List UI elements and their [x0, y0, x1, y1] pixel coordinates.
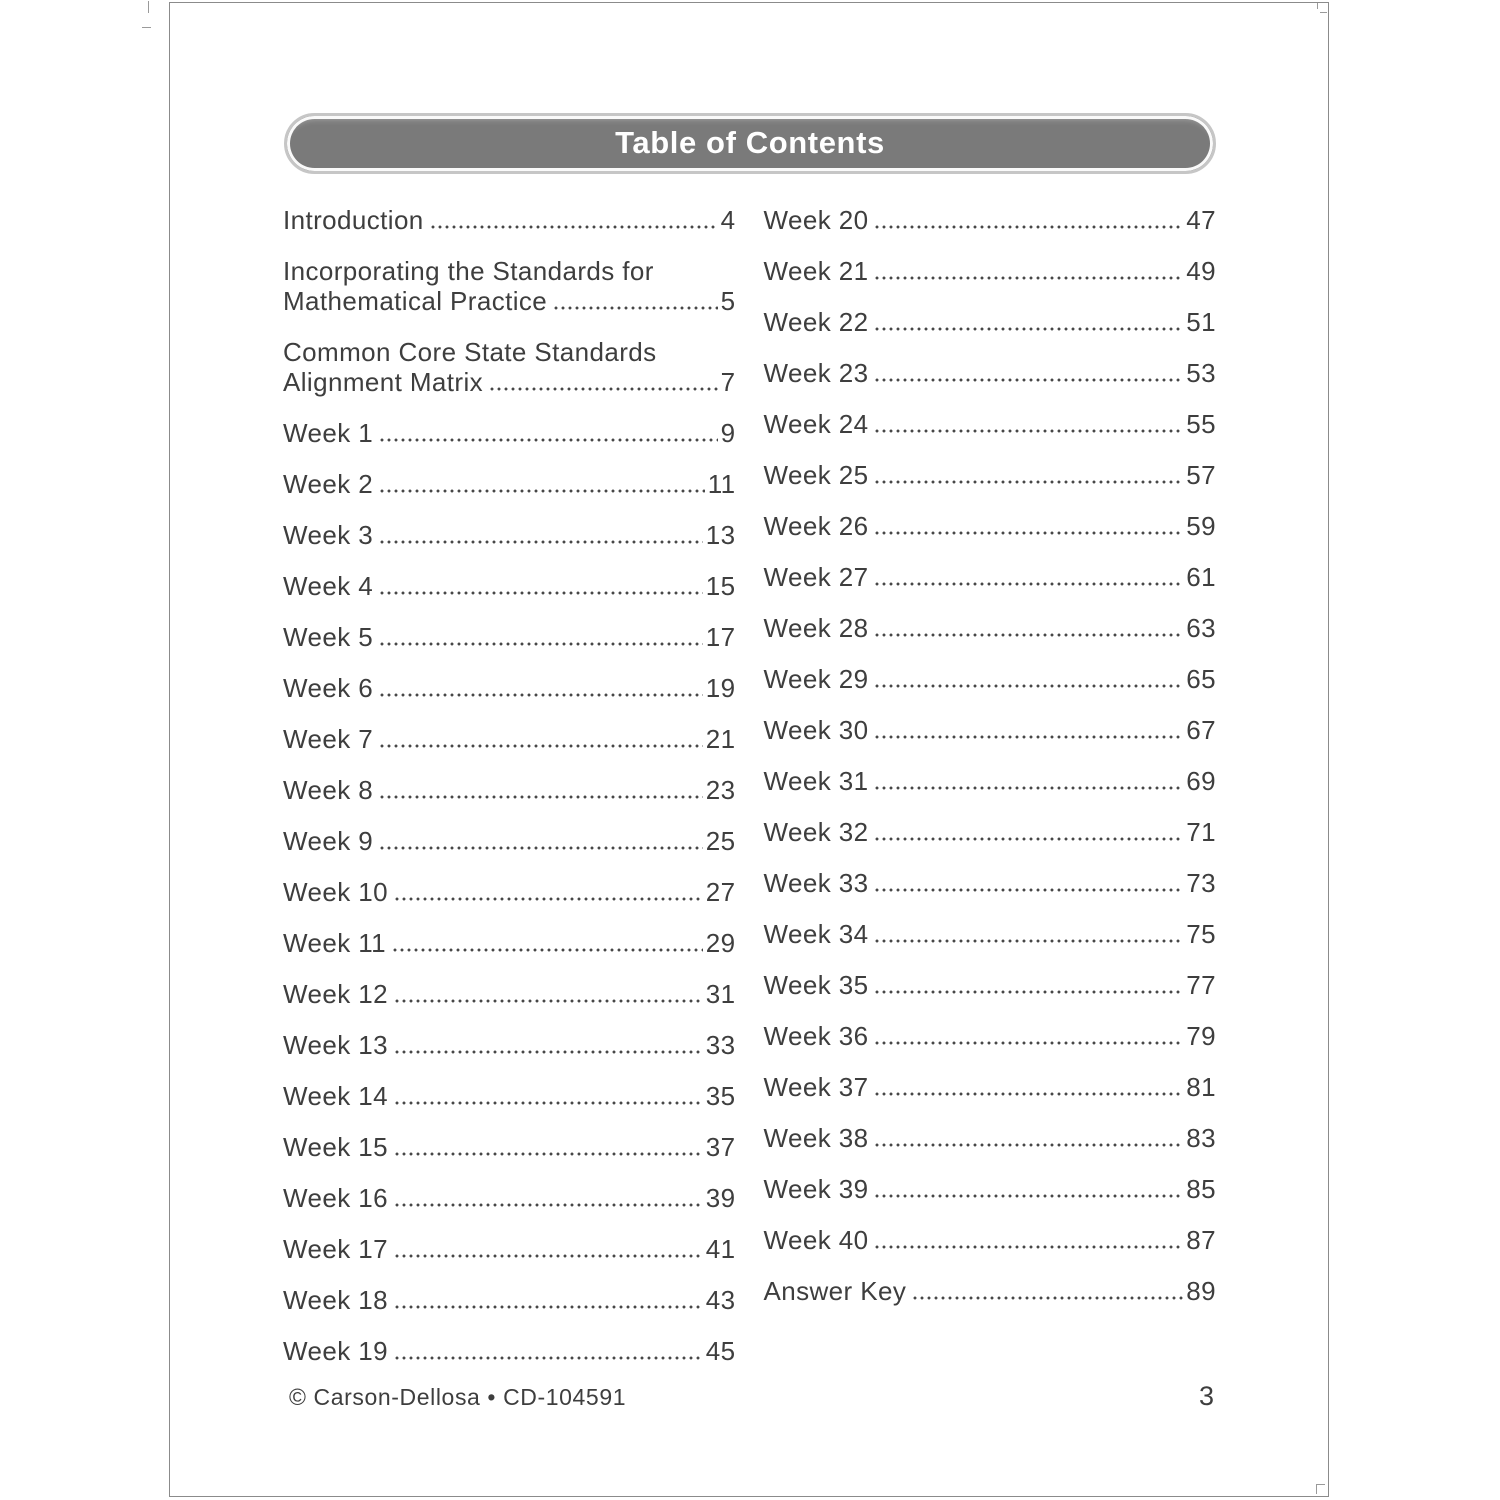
toc-entry-label: Week 40 — [763, 1225, 869, 1255]
toc-entry-row — [283, 1336, 736, 1366]
toc-entry-row — [764, 1123, 1217, 1153]
page-footer — [289, 1381, 1214, 1412]
toc-entry — [283, 1030, 736, 1060]
toc-entry-page-number: 57 — [1186, 460, 1216, 490]
toc-entry-page-number: 73 — [1186, 868, 1216, 898]
toc-entry — [283, 673, 736, 703]
toc-entry-page-number: 47 — [1186, 205, 1216, 235]
dot-leader — [875, 837, 1183, 841]
toc-entry-row — [764, 970, 1217, 1000]
toc-entry-page-number: 29 — [705, 928, 736, 958]
toc-entry — [764, 1021, 1217, 1051]
toc-entry-label: Week 10 — [283, 877, 388, 907]
toc-entry — [283, 1234, 736, 1264]
toc-entry — [764, 205, 1217, 235]
toc-entry — [764, 511, 1217, 541]
toc-entry-row — [764, 715, 1217, 745]
toc-entry-label: Week 33 — [763, 868, 869, 898]
toc-entry-row — [283, 469, 736, 499]
toc-entry — [764, 715, 1217, 745]
dot-leader — [875, 276, 1183, 280]
toc-entry-row — [764, 613, 1217, 643]
toc-entry — [764, 1072, 1217, 1102]
toc-entry-page-number: 43 — [705, 1285, 736, 1315]
dot-leader — [395, 1254, 703, 1258]
dot-leader — [395, 1101, 703, 1105]
toc-entry-row — [283, 571, 736, 601]
toc-entry-page-number: 19 — [705, 673, 736, 703]
dot-leader — [875, 633, 1183, 637]
dot-leader — [380, 642, 703, 646]
toc-entry-page-number: 37 — [705, 1132, 736, 1162]
toc-entry-label: Introduction — [283, 205, 424, 235]
toc-entry — [283, 1132, 736, 1162]
toc-entry — [764, 256, 1217, 286]
dot-leader — [875, 531, 1183, 535]
toc-entry-row — [764, 307, 1217, 337]
dot-leader — [875, 786, 1183, 790]
dot-leader — [875, 429, 1183, 433]
toc-entry-page-number: 81 — [1186, 1072, 1216, 1102]
dot-leader — [380, 744, 703, 748]
toc-entry-page-number: 49 — [1186, 256, 1216, 286]
toc-entry-row — [764, 460, 1217, 490]
dot-leader — [875, 1092, 1183, 1096]
crop-mark — [142, 27, 151, 28]
dot-leader — [875, 1245, 1183, 1249]
dot-leader — [875, 1194, 1183, 1198]
toc-entry-row — [283, 1183, 736, 1213]
toc-entry-page-number: 5 — [720, 286, 736, 316]
crop-mark — [1320, 12, 1327, 13]
toc-entry-row — [283, 286, 736, 316]
toc-entry-row — [283, 1081, 736, 1111]
toc-entry-label-line: Incorporating the Standards for — [283, 256, 654, 286]
dot-leader — [490, 387, 718, 391]
toc-entry-label: Alignment Matrix — [283, 367, 484, 397]
toc-entry-label: Week 23 — [763, 358, 869, 388]
crop-mark — [1316, 1484, 1317, 1494]
toc-entry-label: Week 11 — [283, 928, 387, 958]
toc-entry-page-number: 35 — [705, 1081, 736, 1111]
toc-entry-row — [283, 1234, 736, 1264]
toc-entry-row — [283, 367, 736, 397]
toc-entry-row — [283, 205, 736, 235]
page-title: Table of Contents — [615, 124, 885, 160]
toc-entry — [283, 979, 736, 1009]
toc-entry — [283, 205, 736, 235]
toc-entry-row — [764, 1021, 1217, 1051]
toc-entry-row — [764, 766, 1217, 796]
toc-entry-label: Week 8 — [283, 775, 374, 805]
page-number: 3 — [1198, 1381, 1214, 1411]
toc-entry — [764, 1225, 1217, 1255]
dot-leader — [393, 948, 703, 952]
toc-entry-page-number: 59 — [1186, 511, 1216, 541]
dot-leader — [875, 1041, 1183, 1045]
toc-entry-label: Week 7 — [283, 724, 374, 754]
toc-entry-label: Week 21 — [763, 256, 869, 286]
toc-entry-page-number: 45 — [705, 1336, 736, 1366]
page-title-banner — [284, 113, 1216, 174]
toc-entry-row — [764, 358, 1217, 388]
toc-entry-label: Week 36 — [763, 1021, 869, 1051]
toc-entry-page-number: 23 — [705, 775, 736, 805]
toc-entry-row — [764, 205, 1217, 235]
crop-mark — [1316, 1484, 1325, 1485]
dot-leader — [380, 591, 703, 595]
dot-leader — [875, 225, 1183, 229]
toc-entry-page-number: 77 — [1186, 970, 1216, 1000]
toc-entry-row — [764, 1174, 1217, 1204]
toc-entry-page-number: 69 — [1186, 766, 1216, 796]
toc-entry — [283, 1285, 736, 1315]
toc-entry-page-number: 7 — [720, 367, 736, 397]
toc-entry-label: Week 12 — [283, 979, 388, 1009]
toc-entry-label: Week 2 — [283, 469, 374, 499]
toc-entry — [764, 1123, 1217, 1153]
toc-entry — [283, 469, 736, 499]
toc-entry — [283, 928, 736, 958]
dot-leader — [395, 1152, 703, 1156]
toc-entry — [283, 1336, 736, 1366]
dot-leader — [395, 1050, 703, 1054]
toc-entry-label: Week 31 — [763, 766, 869, 796]
toc-entry — [283, 775, 736, 805]
toc-entry-label: Week 18 — [283, 1285, 388, 1315]
toc-entry-label: Week 22 — [763, 307, 869, 337]
toc-entry-label: Week 9 — [283, 826, 374, 856]
toc-entry-row — [764, 511, 1217, 541]
toc-entry-row — [283, 1132, 736, 1162]
toc-entry-row — [764, 562, 1217, 592]
toc-entry-label: Week 25 — [763, 460, 869, 490]
dot-leader — [875, 582, 1183, 586]
toc-entry-row — [283, 520, 736, 550]
toc-entry-row — [764, 817, 1217, 847]
toc-entry-label: Week 16 — [283, 1183, 388, 1213]
toc-entry-page-number: 4 — [720, 205, 736, 235]
toc-entry-row — [764, 919, 1217, 949]
toc-entry-label: Week 14 — [283, 1081, 388, 1111]
toc-entry — [283, 724, 736, 754]
toc-entry — [764, 1174, 1217, 1204]
toc-entry — [283, 1183, 736, 1213]
toc-entry-label: Week 29 — [763, 664, 869, 694]
toc-entry-label: Answer Key — [763, 1276, 907, 1306]
dot-leader — [875, 939, 1183, 943]
toc-column-right — [764, 205, 1217, 1387]
toc-entry — [764, 664, 1217, 694]
toc-entry-label: Week 26 — [763, 511, 869, 541]
dot-leader — [380, 540, 703, 544]
toc-entry-label: Week 35 — [763, 970, 869, 1000]
toc-entry-label: Week 17 — [283, 1234, 388, 1264]
dot-leader — [875, 480, 1183, 484]
dot-leader — [380, 846, 703, 850]
toc-entry-label: Week 13 — [283, 1030, 388, 1060]
dot-leader — [875, 735, 1183, 739]
toc-entry-row — [283, 1030, 736, 1060]
toc-entry — [283, 418, 736, 448]
toc-entry — [283, 256, 736, 316]
dot-leader — [875, 888, 1183, 892]
toc-entry-page-number: 39 — [705, 1183, 736, 1213]
dot-leader — [380, 795, 703, 799]
toc-entry-page-number: 27 — [705, 877, 736, 907]
toc-entry-page-number: 61 — [1186, 562, 1216, 592]
toc-entry — [283, 622, 736, 652]
toc-entry-page-number: 41 — [705, 1234, 736, 1264]
toc-entry-page-number: 51 — [1186, 307, 1216, 337]
toc-entry-label: Week 38 — [763, 1123, 869, 1153]
dot-leader — [431, 225, 718, 229]
toc-entry-label: Week 3 — [283, 520, 374, 550]
toc-entry — [764, 409, 1217, 439]
toc-entry-page-number: 21 — [705, 724, 736, 754]
toc-entry-label: Week 4 — [283, 571, 374, 601]
toc-entry-row — [283, 979, 736, 1009]
toc-entry-label: Week 37 — [763, 1072, 869, 1102]
toc-entry-page-number: 33 — [705, 1030, 736, 1060]
toc-entry — [764, 562, 1217, 592]
dot-leader — [395, 897, 703, 901]
toc-entry-label: Week 32 — [763, 817, 869, 847]
toc-entry — [764, 613, 1217, 643]
toc-entry-row — [764, 868, 1217, 898]
dot-leader — [875, 990, 1183, 994]
dot-leader — [875, 327, 1183, 331]
toc-entry — [764, 868, 1217, 898]
dot-leader — [395, 1356, 703, 1360]
toc-entry-page-number: 85 — [1186, 1174, 1216, 1204]
toc-entry-page-number: 25 — [705, 826, 736, 856]
toc-entry — [764, 307, 1217, 337]
toc-entry-row — [283, 877, 736, 907]
toc-entry-row — [764, 1276, 1217, 1306]
toc-entry-page-number: 15 — [705, 571, 736, 601]
dot-leader — [395, 1305, 703, 1309]
toc-entry-label-line: Common Core State Standards — [283, 337, 657, 367]
toc-entry — [764, 460, 1217, 490]
dot-leader — [875, 378, 1183, 382]
toc-entry-label: Week 20 — [763, 205, 869, 235]
toc-entry-page-number: 79 — [1186, 1021, 1216, 1051]
book-page — [169, 2, 1329, 1497]
toc-entry — [283, 337, 736, 397]
toc-entry-label: Week 15 — [283, 1132, 388, 1162]
toc-entry — [764, 970, 1217, 1000]
toc-entry-row — [764, 256, 1217, 286]
toc-entry — [283, 877, 736, 907]
toc-entry-page-number: 17 — [705, 622, 736, 652]
dot-leader — [395, 1203, 703, 1207]
toc-entry — [283, 571, 736, 601]
toc-columns — [283, 205, 1216, 1387]
toc-entry — [283, 826, 736, 856]
toc-entry-page-number: 65 — [1186, 664, 1216, 694]
toc-entry-label: Week 19 — [283, 1336, 388, 1366]
toc-entry-page-number: 89 — [1186, 1276, 1216, 1306]
toc-entry-page-number: 87 — [1186, 1225, 1216, 1255]
toc-entry-row — [764, 1072, 1217, 1102]
toc-entry-row — [283, 418, 736, 448]
toc-entry-label: Week 39 — [763, 1174, 869, 1204]
toc-entry-page-number: 55 — [1186, 409, 1216, 439]
toc-entry — [764, 1276, 1217, 1306]
toc-entry-page-number: 31 — [705, 979, 736, 1009]
toc-entry-row — [283, 622, 736, 652]
dot-leader — [380, 438, 718, 442]
toc-entry-page-number: 11 — [707, 469, 736, 499]
toc-entry-page-number: 53 — [1186, 358, 1216, 388]
toc-entry-row — [283, 1285, 736, 1315]
toc-entry — [764, 358, 1217, 388]
toc-entry-row — [764, 1225, 1217, 1255]
toc-entry-page-number: 83 — [1186, 1123, 1216, 1153]
toc-entry — [283, 1081, 736, 1111]
toc-entry-page-number: 63 — [1186, 613, 1216, 643]
toc-entry-row — [283, 928, 736, 958]
toc-entry-label: Week 27 — [763, 562, 869, 592]
toc-entry-row — [283, 724, 736, 754]
toc-entry-label: Week 1 — [283, 418, 374, 448]
toc-entry — [283, 520, 736, 550]
toc-entry-row — [764, 409, 1217, 439]
toc-entry-row — [283, 826, 736, 856]
dot-leader — [875, 684, 1183, 688]
crop-mark — [148, 1, 149, 13]
toc-entry — [764, 766, 1217, 796]
toc-entry-label: Week 30 — [763, 715, 869, 745]
toc-entry-label: Week 24 — [763, 409, 869, 439]
toc-entry — [764, 919, 1217, 949]
toc-entry-page-number: 13 — [705, 520, 736, 550]
toc-entry-page-number: 71 — [1186, 817, 1216, 847]
dot-leader — [913, 1296, 1183, 1300]
toc-entry-label: Week 28 — [763, 613, 869, 643]
crop-mark — [1317, 3, 1318, 9]
dot-leader — [380, 489, 705, 493]
toc-entry-label: Week 6 — [283, 673, 374, 703]
toc-entry-row — [283, 673, 736, 703]
dot-leader — [875, 1143, 1183, 1147]
toc-entry-label: Week 5 — [283, 622, 374, 652]
dot-leader — [395, 999, 703, 1003]
toc-entry-row — [283, 775, 736, 805]
toc-column-left — [283, 205, 736, 1387]
dot-leader — [554, 306, 717, 310]
toc-entry-page-number: 67 — [1186, 715, 1216, 745]
copyright-text: © Carson-Dellosa • CD-104591 — [289, 1384, 627, 1410]
dot-leader — [380, 693, 703, 697]
toc-entry-page-number: 75 — [1186, 919, 1216, 949]
toc-entry-row — [764, 664, 1217, 694]
toc-entry-label: Mathematical Practice — [283, 286, 548, 316]
toc-entry — [764, 817, 1217, 847]
toc-entry-label: Week 34 — [763, 919, 869, 949]
toc-entry-page-number: 9 — [720, 418, 736, 448]
